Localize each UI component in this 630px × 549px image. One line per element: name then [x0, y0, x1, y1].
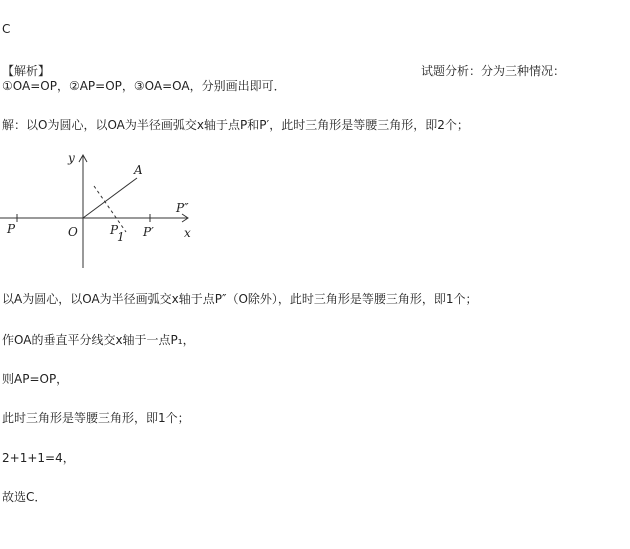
solution-line-4: 则AP=OP， — [2, 372, 69, 386]
analysis-intro: 试题分析：分为三种情况： — [421, 64, 566, 78]
solution-line-6: 2+1+1=4， — [2, 451, 75, 465]
solution-line-7: 故选C． — [2, 490, 47, 504]
answer-letter: C — [2, 22, 11, 36]
solution-line-5: 此时三角形是等腰三角形，即1个； — [2, 411, 190, 425]
label-o: O — [68, 225, 78, 239]
label-p-double-prime: P″ — [176, 201, 189, 215]
solution-line-2: 以A为圆心，以OA为半径画弧交x轴于点P″（O除外），此时三角形是等腰三角形，即1个； — [2, 292, 478, 306]
cases-line: ①OA=OP，②AP=OP，③OA=OA，分别画出即可． — [2, 79, 286, 93]
label-a: A — [134, 163, 143, 177]
coordinate-figure — [0, 150, 200, 270]
label-y: y — [68, 151, 75, 165]
label-p1-subscript: 1 — [117, 230, 125, 244]
segment-oa — [83, 178, 137, 218]
analysis-header: 【解析】 — [2, 64, 51, 78]
solution-line-1: 解：以O为圆心，以OA为半径画弧交x轴于点P和P′，此时三角形是等腰三角形，即2个； — [2, 118, 469, 132]
label-p: P — [7, 222, 16, 236]
solution-line-3: 作OA的垂直平分线交x轴于一点P₁， — [2, 333, 195, 347]
label-x: x — [184, 226, 191, 240]
label-p1: P — [110, 223, 119, 237]
label-p-prime: P′ — [143, 225, 154, 239]
